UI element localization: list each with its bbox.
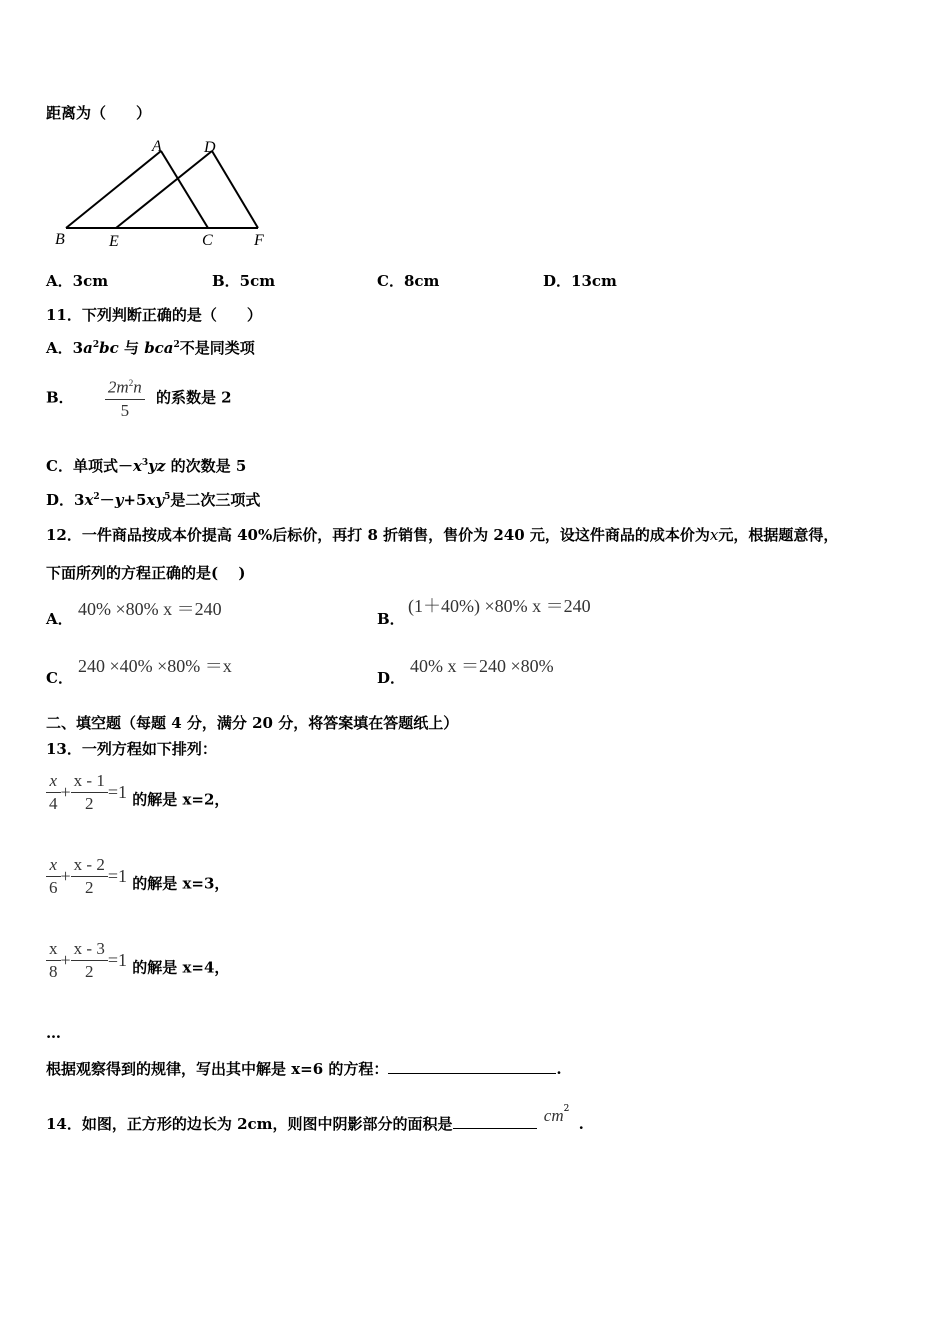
label-D: D — [204, 139, 216, 156]
q12-option-d-label: D． — [377, 669, 406, 687]
segment-DF — [212, 151, 258, 228]
q11-option-a: A．$3a^2bc$ 与 bca$^2$不是同类项 — [46, 339, 255, 357]
segment-AC — [161, 151, 208, 228]
triangle-figure — [46, 136, 276, 254]
segment-ED — [116, 151, 212, 228]
q12-option-a-expr: 40% ×80% x ＝240 — [78, 599, 222, 619]
label-E: E — [109, 233, 119, 250]
q12-option-a-label: A． — [46, 610, 73, 628]
q10-option-d: D．13cm — [543, 272, 617, 290]
q12-stem-line2: 下面所列的方程正确的是( ) — [46, 564, 246, 582]
q13-stem: 13．一列方程如下排列： — [46, 740, 217, 758]
q13-equation-1: $\frac{x}{4}$ + $\frac{x - 1}{2}$ =1 的解是 x=2， — [46, 770, 229, 815]
q11-b-fraction: $\frac{2m^2n}{5}$ — [105, 372, 145, 422]
q12-stem-line1: 12．一件商品按成本价提高 40%后标价，再打 8 折销售，售价为 240 元，设这件商品的成本价为x元，根据题意得， — [46, 526, 839, 544]
q14-answer-blank[interactable] — [453, 1114, 537, 1129]
q13-question: 根据观察得到的规律，写出其中解是 x=6 的方程： . — [46, 1060, 562, 1078]
q10-stem-tail: 距离为（ ） — [46, 104, 152, 122]
q12-option-c-label: C． — [46, 669, 73, 687]
q11-option-b: B． $\frac{2m^2n}{5}$ 的系数是 2 — [46, 372, 232, 422]
q10-option-a: A．3cm — [46, 272, 109, 290]
q13-ellipsis: … — [46, 1024, 61, 1042]
label-B: B — [55, 231, 65, 248]
label-A: A — [152, 138, 162, 155]
q11-stem: 11．下列判断正确的是（ ） — [46, 306, 262, 324]
q12-option-b-label: B． — [377, 610, 405, 628]
q10-option-b: B．5cm — [212, 272, 276, 290]
label-F: F — [254, 232, 264, 249]
q13-equation-3: $\frac{x}{8}$ + $\frac{x - 3}{2}$ =1 的解是 x=4， — [46, 938, 229, 983]
label-C: C — [202, 232, 213, 249]
q10-option-c: C．8cm — [377, 272, 440, 290]
q12-option-c-expr: 240 ×40% ×80% ＝x — [78, 656, 232, 676]
q11-option-c: C．单项式$-x^3yz$ 的次数是 5 — [46, 457, 247, 475]
q12-option-d-expr: 40% x ＝240 ×80% — [410, 656, 554, 676]
q11-option-d: D．$3x^2-y+5xy^5$是二次三项式 — [46, 491, 261, 509]
segment-BA — [66, 151, 161, 228]
q13-answer-blank[interactable] — [388, 1059, 556, 1074]
q13-equation-2: $\frac{x}{6}$ + $\frac{x - 2}{2}$ =1 的解是 x=3， — [46, 854, 229, 899]
q12-option-b-expr: (1＋40%) ×80% x ＝240 — [408, 596, 591, 616]
section-2-title: 二、填空题（每题 4 分，满分 20 分，将答案填在答题纸上） — [46, 714, 459, 732]
q14-question: 14．如图，正方形的边长为 2cm，则图中阴影部分的面积是 $cm^2$ . — [46, 1104, 584, 1133]
